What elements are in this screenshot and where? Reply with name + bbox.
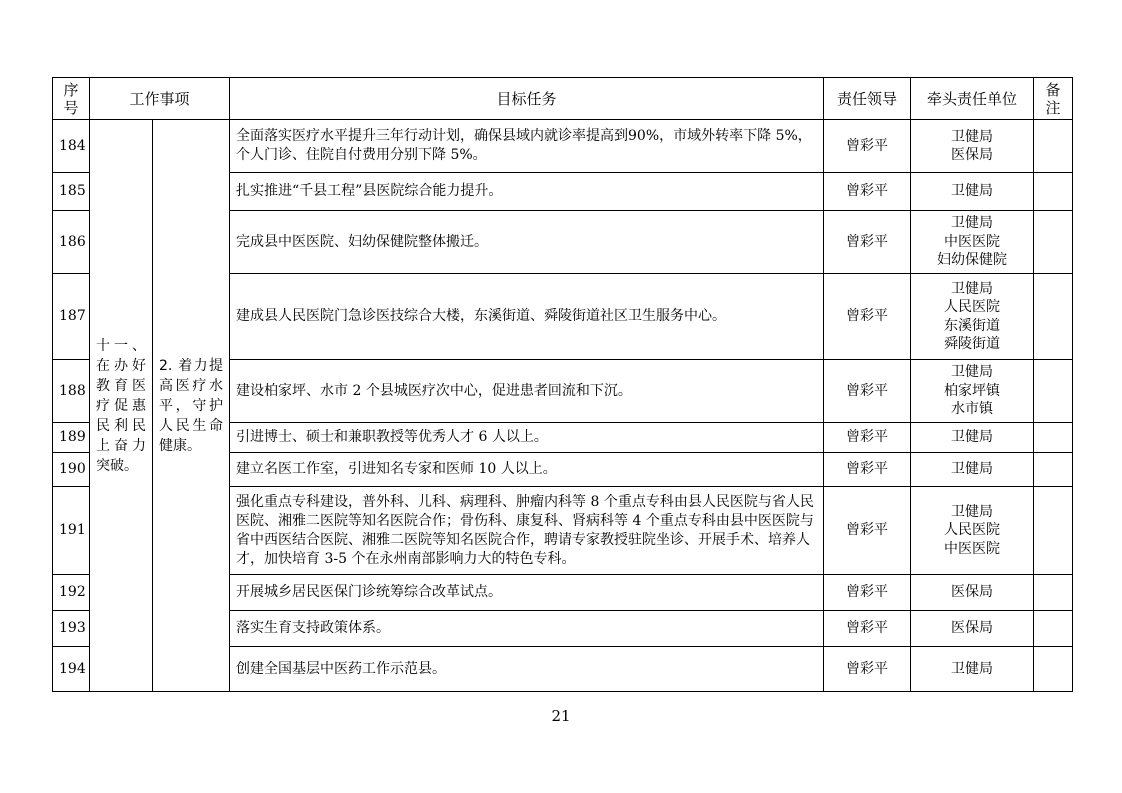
row-units xyxy=(911,274,1034,360)
unit-name: 卫健局 xyxy=(951,280,994,297)
unit-name: 卫健局 xyxy=(951,503,994,520)
unit-name: 医保局 xyxy=(951,147,994,163)
row-task: 建成县人民医院门急诊医技综合大楼，东溪街道、舜陵街道社区卫生服务中心。 xyxy=(230,274,824,360)
row-seq: 191 xyxy=(53,487,90,575)
row-units xyxy=(911,487,1034,575)
category-level1: 十一、在办好教育医疗促惠民利民上奋力突破。 xyxy=(90,120,153,692)
row-leader: 曾彩平 xyxy=(824,423,911,453)
unit-name: 卫健局 xyxy=(951,364,994,381)
row-remark xyxy=(1034,611,1073,647)
unit-name: 卫健局 xyxy=(951,461,994,478)
row-task: 建立名医工作室，引进知名专家和医师 10 人以上。 xyxy=(230,453,824,487)
row-task: 扎实推进“千县工程”县医院综合能力提升。 xyxy=(230,173,824,211)
unit-name: 东溪街道 xyxy=(944,317,1001,334)
row-seq: 189 xyxy=(53,423,90,453)
row-remark xyxy=(1034,274,1073,360)
row-leader: 曾彩平 xyxy=(824,211,911,274)
row-leader: 曾彩平 xyxy=(824,120,911,173)
row-leader: 曾彩平 xyxy=(824,487,911,575)
row-remark xyxy=(1034,173,1073,211)
row-remark xyxy=(1034,575,1073,611)
page-number: 21 xyxy=(551,707,571,725)
row-seq: 192 xyxy=(53,575,90,611)
unit-name: 医保局 xyxy=(951,584,994,601)
row-task: 落实生育支持政策体系。 xyxy=(230,611,824,647)
header-seq: 序号 xyxy=(53,78,90,120)
row-remark xyxy=(1034,423,1073,453)
row-leader: 曾彩平 xyxy=(824,611,911,647)
unit-name: 卫健局 xyxy=(951,183,994,200)
row-task: 引进博士、硕士和兼职教授等优秀人才 6 人以上。 xyxy=(230,423,824,453)
unit-name: 卫健局 xyxy=(951,128,994,145)
header-target-task: 目标任务 xyxy=(230,78,824,120)
row-leader: 曾彩平 xyxy=(824,360,911,423)
row-units xyxy=(911,453,1034,487)
row-seq: 185 xyxy=(53,173,90,211)
row-seq: 187 xyxy=(53,274,90,360)
row-task: 建设柏家坪、水市 2 个县城医疗次中心，促进患者回流和下沉。 xyxy=(230,360,824,423)
row-remark xyxy=(1034,211,1073,274)
row-leader: 曾彩平 xyxy=(824,173,911,211)
row-seq: 194 xyxy=(53,647,90,692)
row-remark xyxy=(1034,120,1073,173)
unit-name: 中医医院 xyxy=(944,540,1001,557)
row-leader: 曾彩平 xyxy=(824,453,911,487)
row-leader: 曾彩平 xyxy=(824,647,911,692)
row-task: 完成县中医医院、妇幼保健院整体搬迁。 xyxy=(230,211,824,274)
table-row xyxy=(53,120,1073,173)
row-units xyxy=(911,423,1034,453)
row-remark xyxy=(1034,487,1073,575)
row-seq: 193 xyxy=(53,611,90,647)
row-units xyxy=(911,211,1034,274)
row-seq: 188 xyxy=(53,360,90,423)
unit-name: 中医医院 xyxy=(944,233,1001,250)
header-lead-unit: 牵头责任单位 xyxy=(911,78,1034,120)
row-seq: 186 xyxy=(53,211,90,274)
header-leader: 责任领导 xyxy=(824,78,911,120)
row-remark xyxy=(1034,360,1073,423)
unit-name: 舜陵街道 xyxy=(944,336,1001,352)
row-task: 开展城乡居民医保门诊统筹综合改革试点。 xyxy=(230,575,824,611)
unit-name: 柏家坪镇 xyxy=(944,382,1001,399)
row-task: 强化重点专科建设，普外科、儿科、病理科、肿瘤内科等 8 个重点专科由县人民医院与省人民医院、湘雅二医院等知名医院合作；骨伤科、康复科、肾病科等 4 个重点专科由县中医医院与省中西医结合医院、湘雅二医院等知名医院合作，聘请专家教授驻院坐诊、开展手术、培养人才，加快培育 3-5 个在永州南部影响力大的特色专科。 xyxy=(230,487,824,575)
unit-name: 妇幼保健院 xyxy=(937,252,1008,269)
unit-name: 卫健局 xyxy=(951,660,994,677)
row-remark xyxy=(1034,647,1073,692)
row-units xyxy=(911,575,1034,611)
row-seq: 184 xyxy=(53,120,90,173)
unit-name: 医保局 xyxy=(951,620,994,637)
row-units xyxy=(911,360,1034,423)
unit-name: 人民医院 xyxy=(944,522,1001,539)
header-row xyxy=(53,78,1073,120)
unit-name: 卫健局 xyxy=(951,215,994,232)
row-units xyxy=(911,173,1034,211)
row-task: 全面落实医疗水平提升三年行动计划，确保县域内就诊率提高到90%，市域外转率下降 5%，个人门诊、住院自付费用分别下降 5%。 xyxy=(230,120,824,173)
unit-name: 水市镇 xyxy=(951,401,994,418)
header-work-item: 工作事项 xyxy=(90,78,230,120)
unit-name: 卫健局 xyxy=(951,429,994,446)
category-level2: 2. 着力提高医疗水平，守护人民生命健康。 xyxy=(153,120,230,692)
unit-name: 人民医院 xyxy=(944,299,1001,315)
row-remark xyxy=(1034,453,1073,487)
row-units xyxy=(911,647,1034,692)
header-remark: 备注 xyxy=(1034,78,1073,120)
row-seq: 190 xyxy=(53,453,90,487)
row-units xyxy=(911,120,1034,173)
row-units xyxy=(911,611,1034,647)
task-table xyxy=(52,77,1073,692)
row-leader: 曾彩平 xyxy=(824,575,911,611)
row-leader: 曾彩平 xyxy=(824,274,911,360)
row-task: 创建全国基层中医药工作示范县。 xyxy=(230,647,824,692)
